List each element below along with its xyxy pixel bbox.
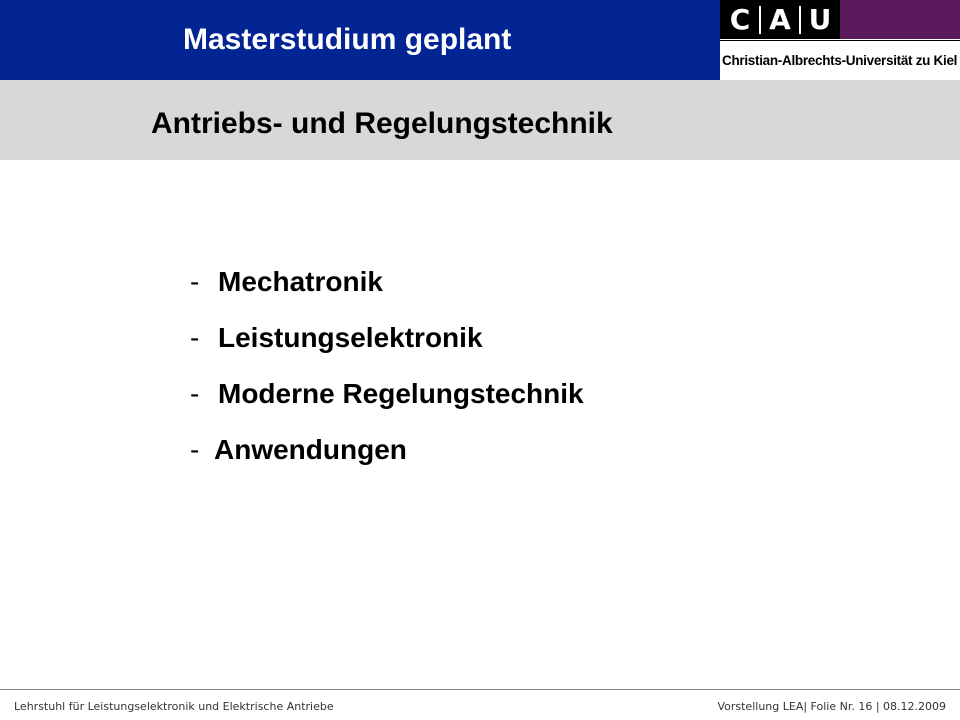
footer-department: Lehrstuhl für Leistungselektronik und Elektrische Antriebe [14,700,334,713]
slide-title: Masterstudium geplant [183,23,512,56]
logo-letter-a: A [769,3,791,36]
list-item [190,254,584,310]
logo-rule [720,40,960,41]
logo-accent-block [840,0,960,39]
list-item-label: Moderne Regelungstechnik [218,378,584,409]
bullet-dash: - [190,378,200,409]
bullet-list [190,254,584,478]
list-item [190,310,584,366]
bullet-dash: - [190,434,200,465]
list-item [190,366,584,422]
logo-divider [759,6,761,34]
bullet-dash: - [190,322,200,353]
logo-divider [799,6,801,34]
list-item [190,422,584,478]
list-item-label: Mechatronik [218,266,383,297]
logo-letter-u: U [808,3,832,36]
footer-rule [0,689,960,690]
list-item-label: Anwendungen [214,434,407,465]
slide-subtitle: Antriebs- und Regelungstechnik [151,107,613,140]
logo-letter-c: C [729,3,751,36]
bullet-dash: - [190,266,200,297]
university-name: Christian-Albrechts-Universität zu Kiel [722,53,958,68]
footer-slide-info: Vorstellung LEA| Folie Nr. 16 | 08.12.2009 [717,700,946,713]
cau-logo-letters [720,0,840,39]
list-item-label: Leistungselektronik [218,322,483,353]
